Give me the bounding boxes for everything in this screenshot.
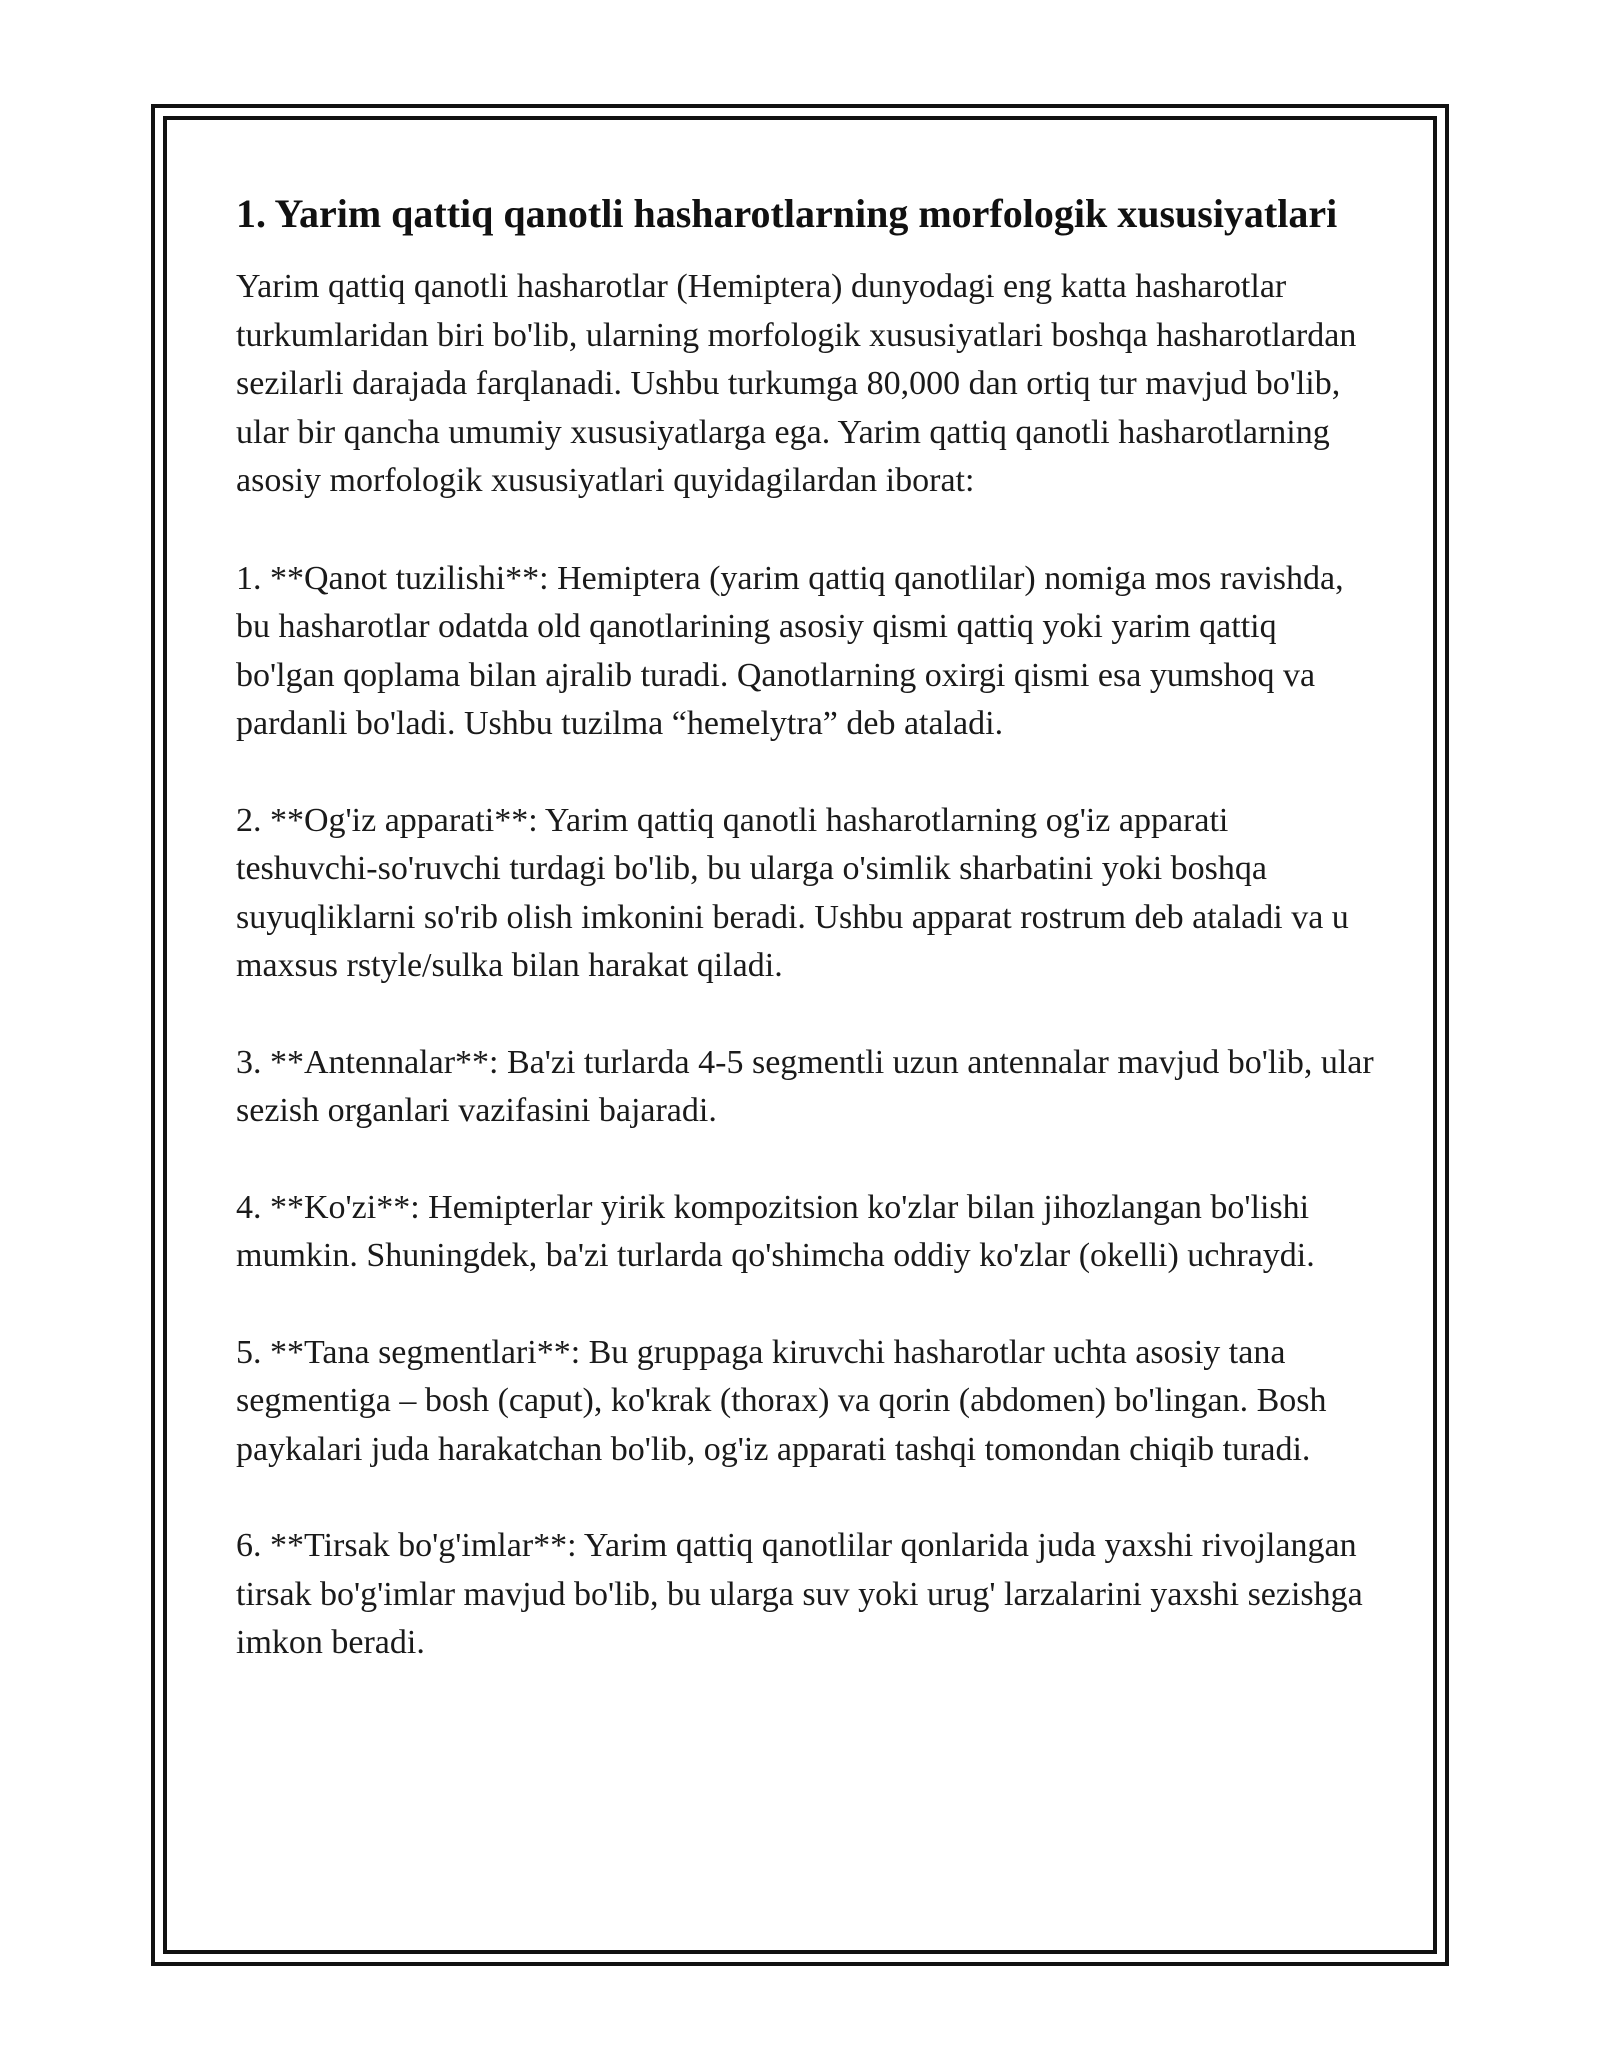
section-heading: 1. Yarim qattiq qanotli hasharotlarning morfologik xususiyatlari: [236, 191, 1338, 236]
list-item-body-segments: 5. **Tana segmentlari**: Bu gruppaga kiruvchi hasharotlar uchta asosiy tana segmentiga – bosh (caput), ko'krak (thorax) va qorin (abdomen) bo'lingan. Bosh paykalari juda harakatchan bo'lib, og'iz apparati tashqi tomondan chiqib turadi.: [236, 1333, 1327, 1468]
list-item-eyes: 4. **Ko'zi**: Hemipterlar yirik kompozitsion ko'zlar bilan jihozlangan bo'lishi mumkin. Shuningdek, ba'zi turlarda qo'shimcha oddiy ko'zlar (okelli) uchraydi.: [236, 1188, 1315, 1274]
intro-paragraph: Yarim qattiq qanotli hasharotlar (Hemiptera) dunyodagi eng katta hasharotlar turkumlaridan biri bo'lib, ularning morfologik xususiyatlari boshqa hasharotlardan sezilarli darajada farqlanadi. Ushbu turkumga 80,000 dan ortiq tur mavjud bo'lib, ular bir qancha umumiy xususiyatlarga ega. Yarim qattiq qanotli hasharotlarning asosiy morfologik xususiyatlari quyidagilardan iborat:: [236, 268, 1357, 499]
list-item-antennae: 3. **Antennalar**: Ba'zi turlarda 4-5 segmentli uzun antennalar mavjud bo'lib, ular sezish organlari vazifasini bajaradi.: [236, 1043, 1374, 1129]
list-item-wing-structure: 1. **Qanot tuzilishi**: Hemiptera (yarim qattiq qanotlilar) nomiga mos ravishda, bu hasharotlar odatda old qanotlarining asosiy qismi qattiq yoki yarim qattiq bo'lgan qoplama bilan ajralib turadi. Qanotlarning oxirgi qismi esa yumshoq va pardanli bo'ladi. Ushbu tuzilma “hemelytra” deb ataladi.: [236, 559, 1344, 742]
list-item-joints: 6. **Tirsak bo'g'imlar**: Yarim qattiq qanotlilar qonlarida juda yaxshi rivojlangan tirsak bo'g'imlar mavjud bo'lib, bu ularga suv yoki urug' larzalarini yaxshi sezishga imkon beradi.: [236, 1527, 1363, 1661]
document-body: [236, 186, 1376, 1716]
list-item-mouthparts: 2. **Og'iz apparati**: Yarim qattiq qanotli hasharotlarning og'iz apparati teshuvchi-so'ruvchi turdagi bo'lib, bu ularga o'simlik sharbatini yoki boshqa suyuqliklarni so'rib olish imkonini beradi. Ushbu apparat rostrum deb ataladi va u maxsus rstyle/sulka bilan harakat qiladi.: [236, 801, 1349, 984]
